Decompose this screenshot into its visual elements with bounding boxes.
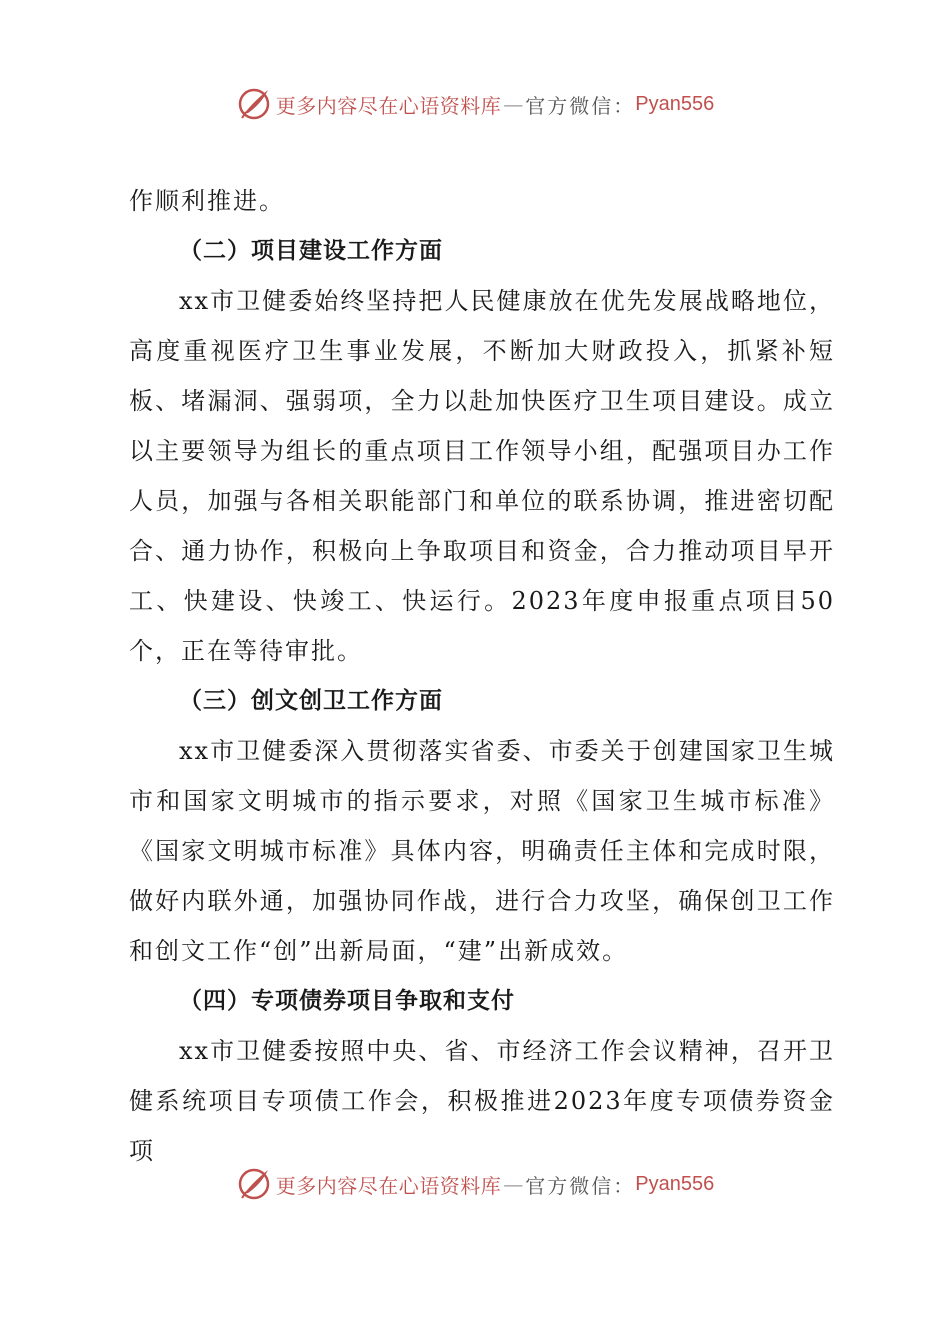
section-4-paragraph: xx市卫健委按照中央、省、市经济工作会议精神，召开卫健系统项目专项债工作会，积极推进2023年度专项债券资金项 — [129, 1037, 835, 1165]
wechat-id: Pyan556 — [635, 92, 715, 115]
section-2-heading: （二）项目建设工作方面 — [179, 238, 443, 264]
wechat-label: 官方微信： — [525, 1173, 636, 1198]
banner-slogan: 更多内容尽在心语资料库 — [275, 93, 502, 118]
quill-logo-icon — [236, 86, 272, 122]
banner-dash: — — [503, 1172, 524, 1196]
document-body — [129, 176, 835, 1176]
header-banner — [0, 84, 950, 124]
wechat-id: Pyan556 — [635, 1172, 715, 1195]
banner-dash: — — [503, 92, 524, 116]
wechat-label: 官方微信： — [525, 93, 636, 118]
section-4-heading: （四）专项债券项目争取和支付 — [179, 988, 515, 1014]
section-2-paragraph: xx市卫健委始终坚持把人民健康放在优先发展战略地位，高度重视医疗卫生事业发展，不断加大财政投入，抓紧补短板、堵漏洞、强弱项，全力以赴加快医疗卫生项目建设。成立以主要领导为组长的重点项目工作领导小组，配强项目办工作人员，加强与各相关职能部门和单位的联系协调，推进密切配合、通力协作，积极向上争取项目和资金，合力推动项目早开工、快建设、快竣工、快运行。2023年度申报重点项目50个，正在等待审批。 — [129, 287, 835, 665]
section-3-heading: （三）创文创卫工作方面 — [179, 688, 443, 714]
section-3-paragraph: xx市卫健委深入贯彻落实省委、市委关于创建国家卫生城市和国家文明城市的指示要求，对照《国家卫生城市标准》《国家文明城市标准》具体内容，明确责任主体和完成时限，做好内联外通，加强协同作战，进行合力攻坚，确保创卫工作和创文工作“创”出新局面，“建”出新成效。 — [129, 737, 835, 965]
quill-logo-icon — [236, 1166, 272, 1202]
banner-slogan: 更多内容尽在心语资料库 — [275, 1173, 502, 1198]
footer-banner — [0, 1164, 950, 1204]
continuation-paragraph: 作顺利推进。 — [129, 187, 285, 215]
